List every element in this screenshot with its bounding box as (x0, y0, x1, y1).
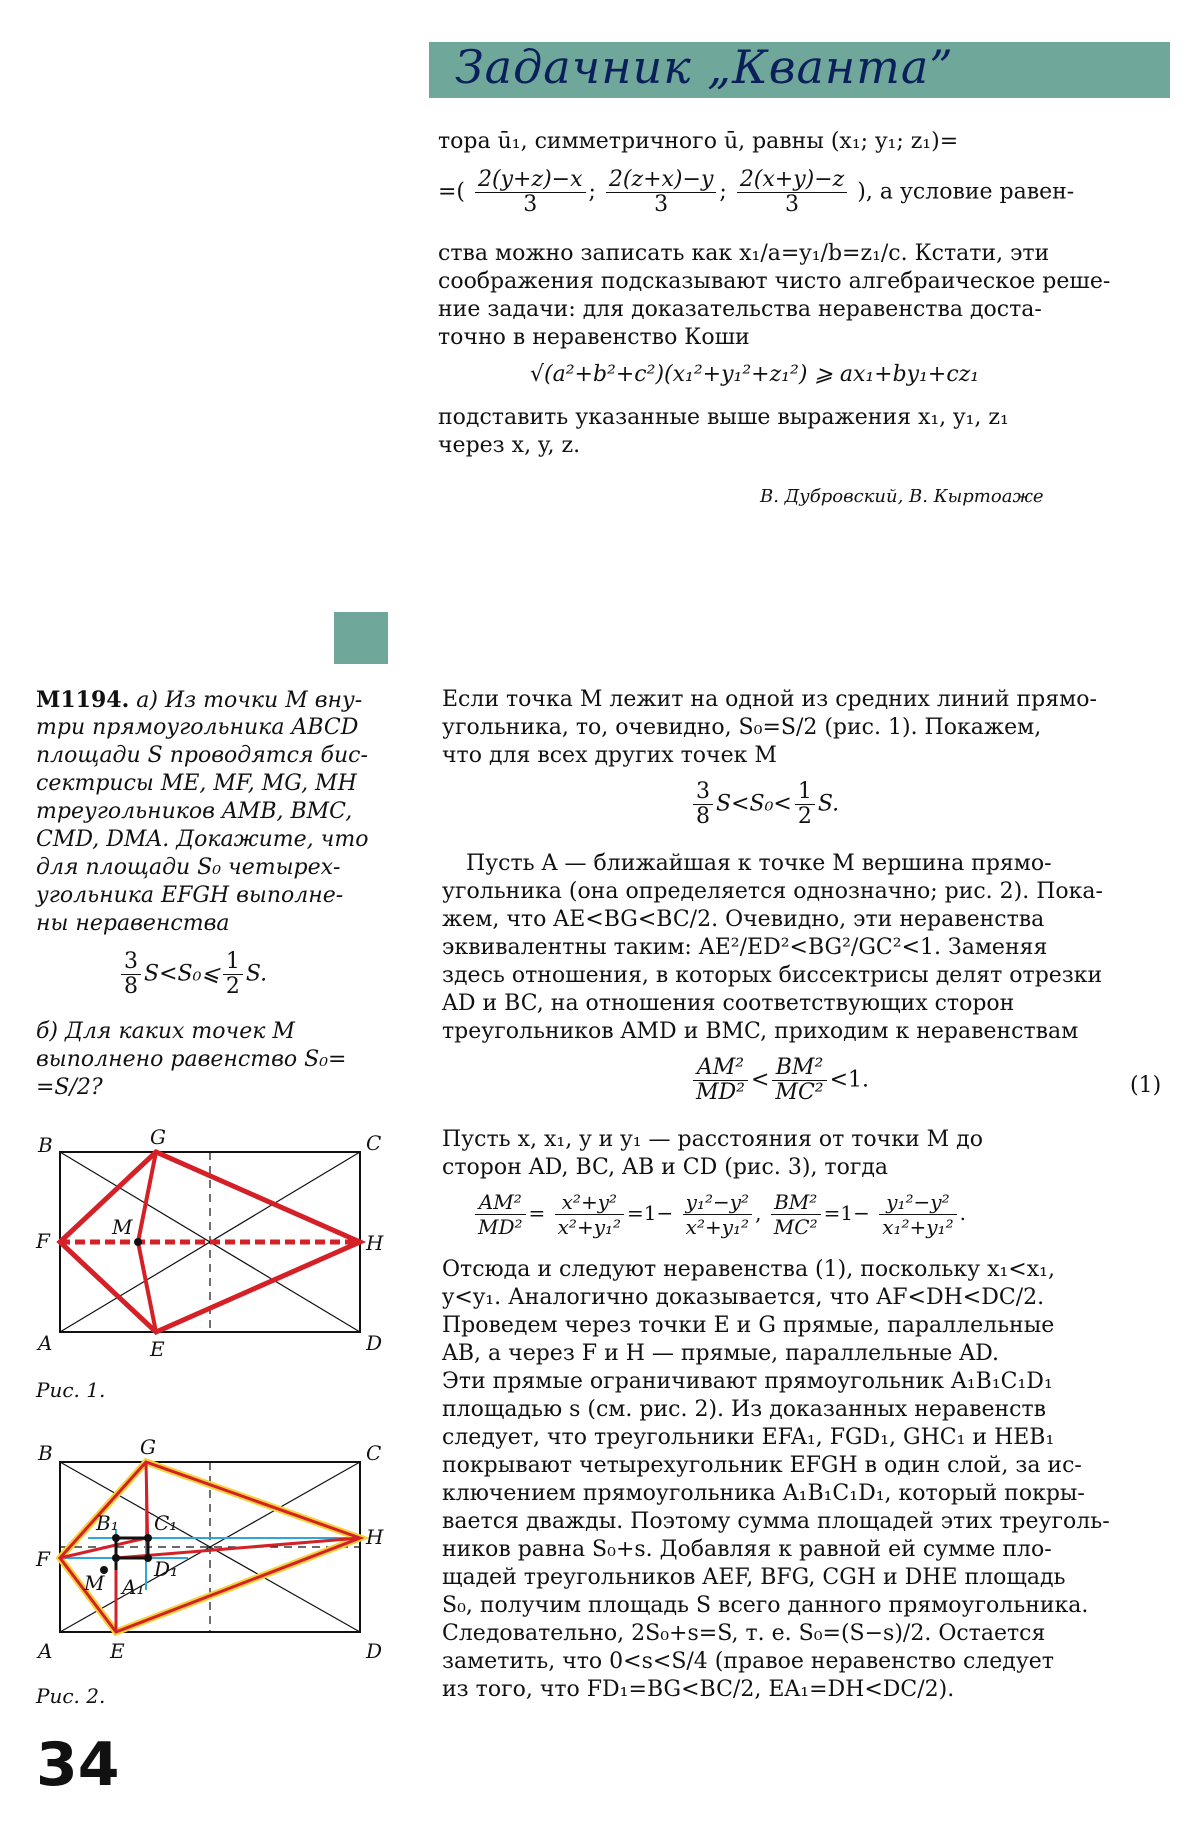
figure-1 (28, 1120, 388, 1360)
fig1-label-E: E (150, 1337, 165, 1360)
sol-p4: из того, что FD₁=BG<BC/2, EA₁=DH<DC/2). (442, 1677, 955, 1702)
sol-p4: Следовательно, 2S₀+s=S, т. е. S₀=(S−s)/2. Остается (442, 1621, 1046, 1646)
sol-ineq1: $\frac{3}{8}$ S<S₀< $\frac{1}{2}$ S. (690, 780, 839, 829)
top-line-7: через x, y, z. (438, 433, 581, 458)
fig2-caption: Рис. 2. (36, 1684, 106, 1708)
fig1-label-M: M (112, 1215, 133, 1239)
cauchy-inequality: √(a²+b²+c²)(x₁²+y₁²+z₁²) ⩾ ax₁+by₁+cz₁ (530, 362, 980, 387)
problem-line: треугольников AMB, BMC, (36, 799, 353, 824)
sol-p2: здесь отношения, в которых биссектрисы делят отрезки (442, 963, 1103, 988)
sol-p4: следует, что треугольники EFA₁, FGD₁, GHC₁ и HEB₁ (442, 1425, 1055, 1450)
sol-p2: жем, что AE<BG<BC/2. Очевидно, эти неравенства (442, 907, 1045, 932)
fig1-label-D: D (366, 1331, 383, 1355)
problem-line: ны неравенства (36, 911, 230, 936)
fig1-label-G: G (150, 1125, 166, 1149)
problem-number: М1194. (36, 687, 130, 713)
sol-p2: эквивалентны таким: AE²/ED²<BG²/GC²<1. Заменяя (442, 935, 1048, 960)
sol-p1: угольника, то, очевидно, S₀=S/2 (рис. 1). Покажем, (442, 715, 1042, 740)
problem-b-line: б) Для каких точек M (36, 1019, 295, 1044)
page-number: 34 (36, 1730, 120, 1800)
sol-p3: Пусть x, x₁, y и y₁ — расстояния от точки M до (442, 1127, 983, 1152)
fig2-label-E: E (110, 1639, 125, 1663)
sol-p4: AB, а через F и H — прямые, параллельные AD. (442, 1341, 999, 1366)
sol-p1: Если точка M лежит на одной из средних линий прямо- (442, 687, 1097, 712)
fig2-label-C1: C₁ (154, 1511, 178, 1535)
sol-eq1: $\frac{\text{AM²}}{\text{MD²}}$ < $\frac{\text{BM²}}{\text{MC²}}$ <1. (690, 1056, 869, 1105)
fig2-label-C: C (366, 1441, 382, 1465)
header-title: Задачник „Кванта” (455, 40, 954, 94)
sol-p4: покрывают четырехугольник EFGH в один слой, за ис- (442, 1453, 1082, 1478)
problem-line: для площади S₀ четырех- (36, 855, 341, 880)
sol-p4: Проведем через точки E и G прямые, параллельные (442, 1313, 1055, 1338)
top-line-5: точно в неравенство Коши (438, 325, 750, 350)
sol-p4: ников равна S₀+s. Добавляя к равной ей сумме пло- (442, 1537, 1052, 1562)
fig2-label-H: H (366, 1525, 384, 1549)
problem-line-0: М1194. а) Из точки M вну- (36, 687, 363, 713)
problem-line: три прямоугольника ABCD (36, 715, 359, 740)
sol-p4: площадью s (см. рис. 2). Из доказанных неравенств (442, 1397, 1047, 1422)
fig2-label-B1: B₁ (96, 1511, 119, 1535)
problem-b-line: выполнено равенство S₀= (36, 1047, 347, 1072)
top-line-6: подставить указанные выше выражения x₁, y₁, z₁ (438, 405, 1009, 430)
sol-p2: угольника (она определяется однозначно; рис. 2). Пока- (442, 879, 1103, 904)
fig2-label-A1: A₁ (122, 1575, 145, 1599)
figure-2 (28, 1430, 388, 1670)
problem-b-line: =S/2? (36, 1075, 103, 1100)
fig1-label-C: C (366, 1131, 382, 1155)
top-formula: =( $\frac{2(y+z)-x}{3}$ ; $\frac{2(z+x)-y}{3}$ ; $\frac{2(x+y)-z}{3}$ ), а условие равен- (438, 167, 1075, 217)
sol-eq2: $\frac{\text{AM²}}{\text{MD²}}$ = $\frac{\text{x²+y²}}{\text{x²+y₁²}}$ =1− $\frac{\text{y₁²−y²}}{\text{x²+y₁²}}$ , $\frac{\text{BM²}}{\text{MC²}}$ =1− $\frac{\text{y₁²−y²}}{\text{x₁²+y₁²}}$ . (472, 1190, 966, 1239)
sol-p4: щадей треугольников AEF, BFG, CGH и DHE площадь (442, 1565, 1066, 1590)
problem-line: площади S проводятся бис- (36, 743, 368, 768)
fig1-caption: Рис. 1. (36, 1378, 106, 1402)
sol-p4: заметить, что 0<s<S/4 (правое неравенство следует (442, 1649, 1054, 1674)
fig2-label-D1: D₁ (154, 1557, 179, 1581)
sol-p4: ключением прямоугольника A₁B₁C₁D₁, который покры- (442, 1481, 1085, 1506)
problem-line: CMD, DMA. Докажите, что (36, 827, 369, 852)
fig2-label-A: A (38, 1639, 53, 1663)
problem-line: угольника EFGH выполне- (36, 883, 344, 908)
fig1-label-B: B (38, 1133, 53, 1157)
sol-p2: треугольников AMD и BMC, приходим к неравенствам (442, 1019, 1079, 1044)
sol-p1: что для всех других точек M (442, 743, 777, 768)
fig1-label-F: F (36, 1229, 50, 1253)
decor-square (334, 612, 388, 664)
top-line-4: ние задачи: для доказательства неравенства доста- (438, 297, 1042, 322)
sol-p4: вается дважды. Поэтому сумма площадей этих треуголь- (442, 1509, 1110, 1534)
sol-p4: S₀, получим площадь S всего данного прямоугольника. (442, 1593, 1089, 1618)
sol-p3: сторон AD, BC, AB и CD (рис. 3), тогда (442, 1155, 889, 1180)
sol-p2: Пусть A — ближайшая к точке M вершина прямо- (466, 851, 1052, 876)
top-line-3: соображения подсказывают чисто алгебраическое реше- (438, 269, 1111, 294)
fig2-label-D: D (366, 1639, 383, 1663)
fig2-label-M: M (84, 1571, 105, 1595)
sol-p4: Отсюда и следуют неравенства (1), поскольку x₁<x₁, (442, 1257, 1055, 1282)
sol-p4: Эти прямые ограничивают прямоугольник A₁B₁C₁D₁ (442, 1369, 1053, 1394)
fig1-label-H: H (366, 1231, 384, 1255)
problem-line: сектрисы ME, MF, MG, MH (36, 771, 357, 796)
top-line-2: ства можно записать как x₁/a=y₁/b=z₁/c. Кстати, эти (438, 241, 1050, 266)
sol-p2: AD и BC, на отношения соответствующих сторон (442, 991, 1015, 1016)
fig2-label-F: F (36, 1547, 50, 1571)
top-line-1: тора ū₁, симметричного ū, равны (x₁; y₁; z₁)= (438, 129, 959, 154)
authors: В. Дубровский, В. Кыртоаже (760, 486, 1044, 507)
eq1-tag: (1) (1130, 1073, 1162, 1098)
problem-inequality: $\frac{3}{8}$ S<S₀⩽ $\frac{1}{2}$ S. (118, 950, 267, 999)
fig2-label-B: B (38, 1441, 53, 1465)
fig2-label-G: G (140, 1435, 156, 1459)
fig1-label-A: A (38, 1331, 53, 1355)
sol-p4: y<y₁. Аналогично доказывается, что AF<DH<DC/2. (442, 1285, 1045, 1310)
